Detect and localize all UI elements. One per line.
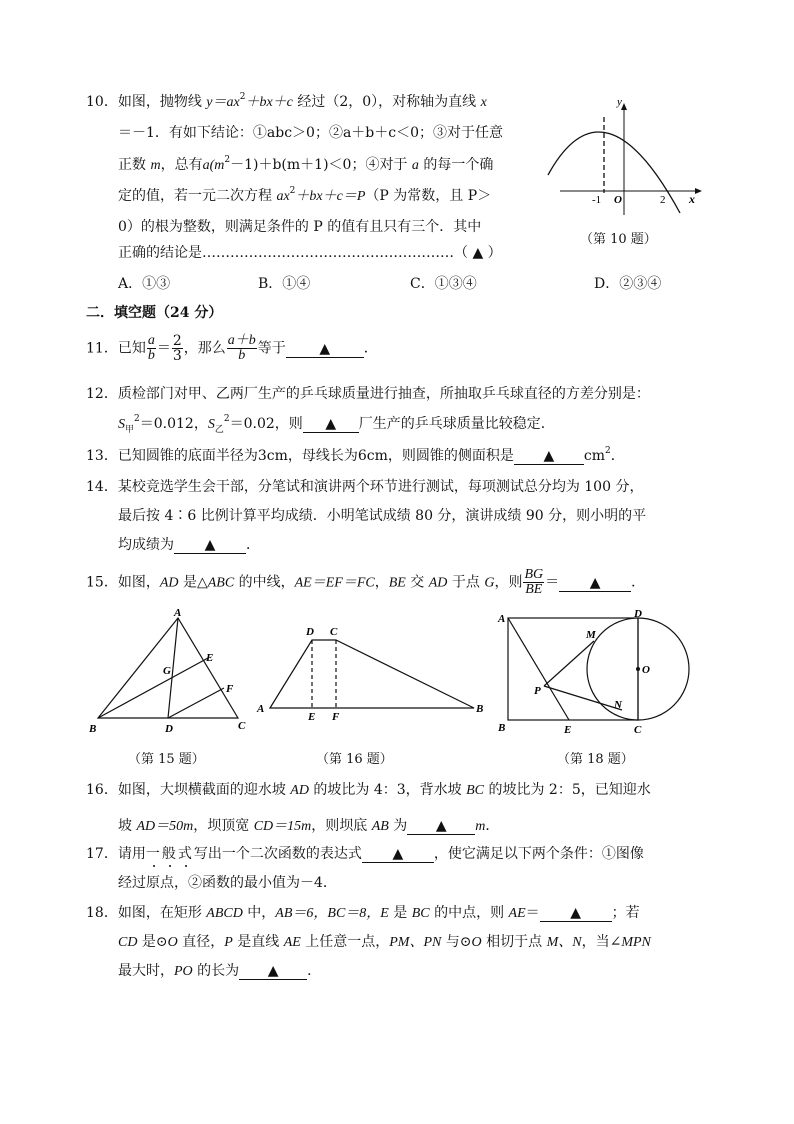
q11-answer-blank[interactable]: ▲ xyxy=(286,341,364,358)
q18-answer-blank-2[interactable]: ▲ xyxy=(239,963,307,980)
fig18-caption: （第 18 题） xyxy=(557,752,634,767)
q18-answer-blank-1[interactable]: ▲ xyxy=(540,905,612,922)
fig15-label-b: B xyxy=(89,723,97,735)
q10-line6: 正确的结论是………………………………………………（ ▲ ） xyxy=(118,245,502,261)
q10-line5: 0）的根为整数，则满足条件的 P 的值有且只有三个．其中 xyxy=(118,219,482,235)
figure-18-rectangle-circle xyxy=(494,606,704,738)
fig18-label-b: B xyxy=(498,722,506,734)
fig15-label-a: A xyxy=(174,608,182,619)
q17-line1: 17．请用一般式写出一个二次函数的表达式 ▲ ，使它满足以下两个条件：①图像 xyxy=(86,846,644,862)
fig10-origin-label: O xyxy=(614,194,622,206)
q17-answer-blank[interactable]: ▲ xyxy=(362,846,434,863)
figure-15-triangle xyxy=(86,608,256,738)
option-c: C．①③④ xyxy=(410,276,477,292)
q15-answer-blank[interactable]: ▲ xyxy=(559,575,631,592)
fig10-2-label: 2 xyxy=(660,194,666,206)
q18-line1: 18．如图，在矩形 ABCD 中，AB＝6，BC＝8，E 是 BC 的中点，则 AE＝ ▲ ；若 xyxy=(86,905,640,921)
q13: 13．已知圆锥的底面半径为3cm，母线长为6cm，则圆锥的侧面积是 ▲ $cm^2$． xyxy=(86,446,625,464)
figure-16-dam xyxy=(254,620,494,725)
option-a: A．①③ xyxy=(118,276,171,292)
fig18-label-a: A xyxy=(498,613,506,625)
fig15-label-c: C xyxy=(238,720,246,732)
q12-answer-blank[interactable]: ▲ xyxy=(303,416,359,433)
fig18-label-e: E xyxy=(564,724,572,736)
q10-line2: ＝－1．有如下结论：①abc＞0；②a＋b＋c＜0；③对于任意 xyxy=(118,125,504,141)
fig16-label-d: D xyxy=(306,626,314,638)
q17-line2: 经过原点，②函数的最小值为－4． xyxy=(118,875,337,891)
q14-answer-blank[interactable]: ▲ xyxy=(174,537,246,554)
q12-line2: $S_甲^2=0.012$，$S_乙^2=0.02$，则 ▲ 厂生产的乒乓球质量比较稳定． xyxy=(118,414,555,435)
fig16-label-e: E xyxy=(308,711,316,723)
q10-line1: 10．如图，抛物线 $y=ax^2+bx+c$ 经过（2，0），对称轴为直线 x xyxy=(86,92,487,110)
fig15-label-d: D xyxy=(165,723,173,735)
fig15-caption: （第 15 题） xyxy=(128,752,205,767)
fig15-label-g: G xyxy=(163,665,171,677)
fig10-neg1-label: -1 xyxy=(592,194,602,206)
q11: 11．已知 $\frac{a}{b}$ ＝ $\frac{2}{3}$ ，那么 $\frac{a+b}{b}$ 等于 ▲ ． xyxy=(86,333,378,364)
option-d: D．②③④ xyxy=(594,276,662,292)
fig10-x-label: x xyxy=(689,192,695,206)
q14-line3: 均成绩为 ▲ ． xyxy=(118,537,260,553)
fig10-caption: （第 10 题） xyxy=(580,232,657,247)
fig15-label-f: F xyxy=(226,683,234,695)
q16-answer-blank[interactable]: ▲ xyxy=(407,818,475,835)
q12-line1: 12．质检部门对甲、乙两厂生产的乒乓球质量进行抽查，所抽取乒乓球直径的方差分别是： xyxy=(86,386,650,402)
q13-answer-blank[interactable]: ▲ xyxy=(514,448,584,465)
fig16-label-c: C xyxy=(330,626,338,638)
fig16-caption: （第 16 题） xyxy=(316,752,393,767)
q16-line1: 16．如图，大坝横截面的迎水坡 AD 的坡比为 4：3，背水坡 BC 的坡比为 2：5，已知迎水 xyxy=(86,782,651,798)
q15: 15．如图，AD 是△ABC 的中线，AE＝EF＝FC，BE 交 AD 于点 G，则 $\frac{BG}{BE}$ ＝ ▲ ． xyxy=(86,567,646,597)
q14-line1: 14．某校竞选学生会干部，分笔试和演讲两个环节进行测试，每项测试总分均为 100 分， xyxy=(86,479,644,495)
fig15-label-e: E xyxy=(206,652,214,664)
q18-line3: 最大时，PO 的长为 ▲ ． xyxy=(118,963,322,979)
q16-line2: 坡 AD＝50m，坝顶宽 CD＝15m，则坝底 AB 为 ▲ m． xyxy=(118,818,500,834)
section-2-heading: 二．填空题（24 分） xyxy=(86,305,223,321)
q10-line3: 正数 m，总有$a(m^2-1)+b(m+1)<0$；④对于 a 的每一个确 xyxy=(118,155,494,173)
q10-line4: 定的值，若一元二次方程 $ax^2+bx+c=P(P$ 为常数，且 P＞ xyxy=(118,186,492,204)
q18-line2: CD 是⊙O 直径，P 是直线 AE 上任意一点，PM、PN 与⊙O 相切于点 M、N，当∠MPN xyxy=(118,934,651,950)
figure-10-parabola xyxy=(540,95,705,230)
q14-line2: 最后按 4∶6 比例计算平均成绩．小明笔试成绩 80 分，演讲成绩 90 分，则小明的平 xyxy=(118,508,647,524)
option-b: B．①④ xyxy=(258,276,311,292)
fig16-label-b: B xyxy=(476,703,484,715)
fig10-y-label: y xyxy=(617,96,622,108)
fig18-label-c: C xyxy=(634,724,642,736)
fig18-label-n: N xyxy=(614,699,622,711)
fig16-label-a: A xyxy=(257,703,265,715)
fig16-label-f: F xyxy=(332,711,340,723)
fig18-label-d: D xyxy=(634,608,642,620)
fig18-label-m: M xyxy=(586,629,596,641)
fig18-label-p: P xyxy=(534,685,541,697)
fig18-label-o: O xyxy=(642,664,650,676)
